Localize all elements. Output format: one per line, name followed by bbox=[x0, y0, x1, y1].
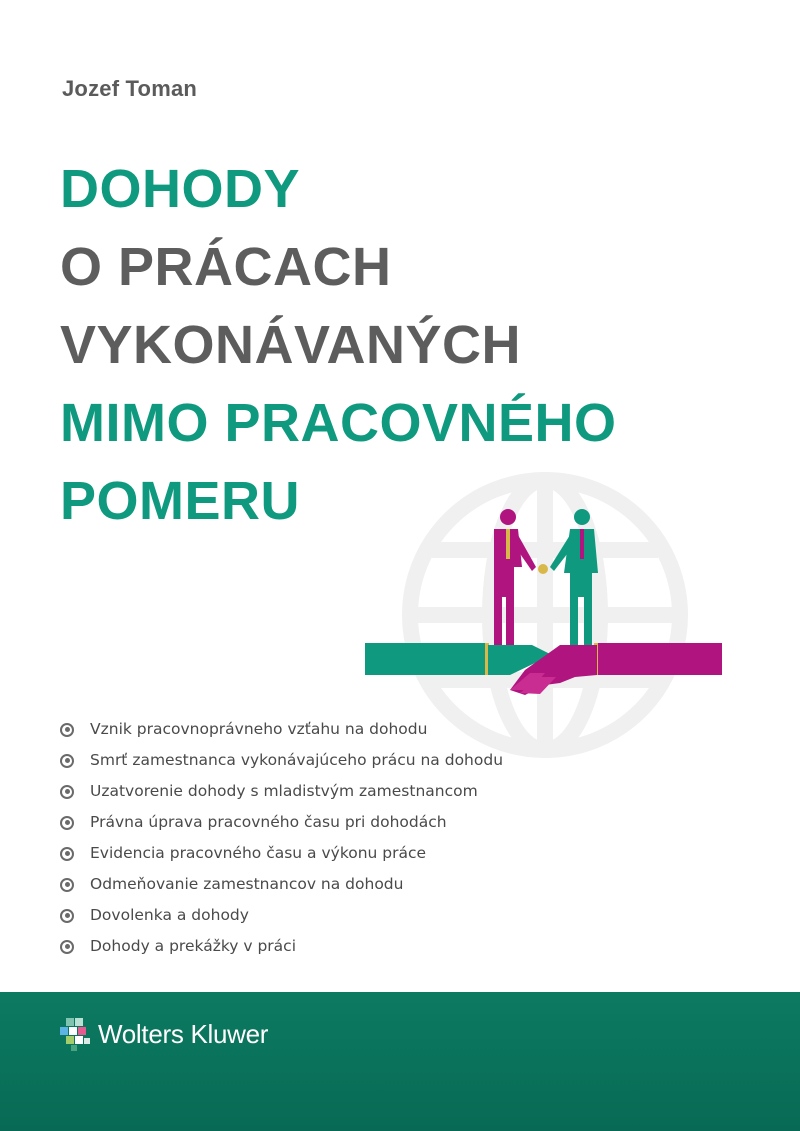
topic-item bbox=[60, 931, 503, 962]
topic-text: Evidencia pracovného času a výkonu práce bbox=[90, 844, 427, 862]
title-line-5: POMERU bbox=[60, 471, 301, 531]
title-line-2: O PRÁCACH bbox=[60, 237, 392, 297]
topic-list bbox=[60, 714, 503, 962]
topic-text: Právna úprava pracovného času pri dohodách bbox=[90, 813, 447, 831]
wolters-kluwer-logo-icon bbox=[58, 1016, 94, 1052]
topic-text: Odmeňovanie zamestnancov na dohodu bbox=[90, 875, 404, 893]
target-bullet-icon bbox=[60, 785, 74, 799]
topic-item bbox=[60, 869, 503, 900]
topic-text: Vznik pracovnoprávneho vzťahu na dohodu bbox=[90, 720, 428, 738]
target-bullet-icon bbox=[60, 816, 74, 830]
target-bullet-icon bbox=[60, 940, 74, 954]
title-line-4: MIMO PRACOVNÉHO bbox=[60, 393, 617, 453]
handshake-icon bbox=[488, 645, 597, 695]
publisher-logo bbox=[58, 1016, 268, 1052]
topic-text: Dohody a prekážky v práci bbox=[90, 937, 296, 955]
publisher-name: Wolters Kluwer bbox=[98, 1018, 269, 1049]
topic-text: Smrť zamestnanca vykonávajúceho prácu na dohodu bbox=[90, 751, 504, 769]
target-bullet-icon bbox=[60, 909, 74, 923]
title-line-1: DOHODY bbox=[60, 159, 301, 219]
target-bullet-icon bbox=[60, 754, 74, 768]
magenta-bar bbox=[597, 643, 722, 675]
footer-band bbox=[0, 992, 800, 1131]
topic-item bbox=[60, 807, 503, 838]
topic-text: Dovolenka a dohody bbox=[90, 906, 249, 924]
target-bullet-icon bbox=[60, 878, 74, 892]
author-name: Jozef Toman bbox=[62, 76, 198, 101]
businesswoman-figure bbox=[494, 509, 536, 645]
topic-item bbox=[60, 900, 503, 931]
target-bullet-icon bbox=[60, 723, 74, 737]
topic-text: Uzatvorenie dohody s mladistvým zamestnancom bbox=[90, 782, 478, 800]
handshake-illustration bbox=[360, 505, 730, 715]
businessman-figure bbox=[550, 509, 598, 645]
topic-item bbox=[60, 714, 503, 745]
title-line-3: VYKONÁVANÝCH bbox=[60, 315, 522, 375]
topic-item bbox=[60, 745, 503, 776]
green-bar bbox=[365, 643, 488, 675]
target-bullet-icon bbox=[60, 847, 74, 861]
topic-item bbox=[60, 776, 503, 807]
topic-item bbox=[60, 838, 503, 869]
